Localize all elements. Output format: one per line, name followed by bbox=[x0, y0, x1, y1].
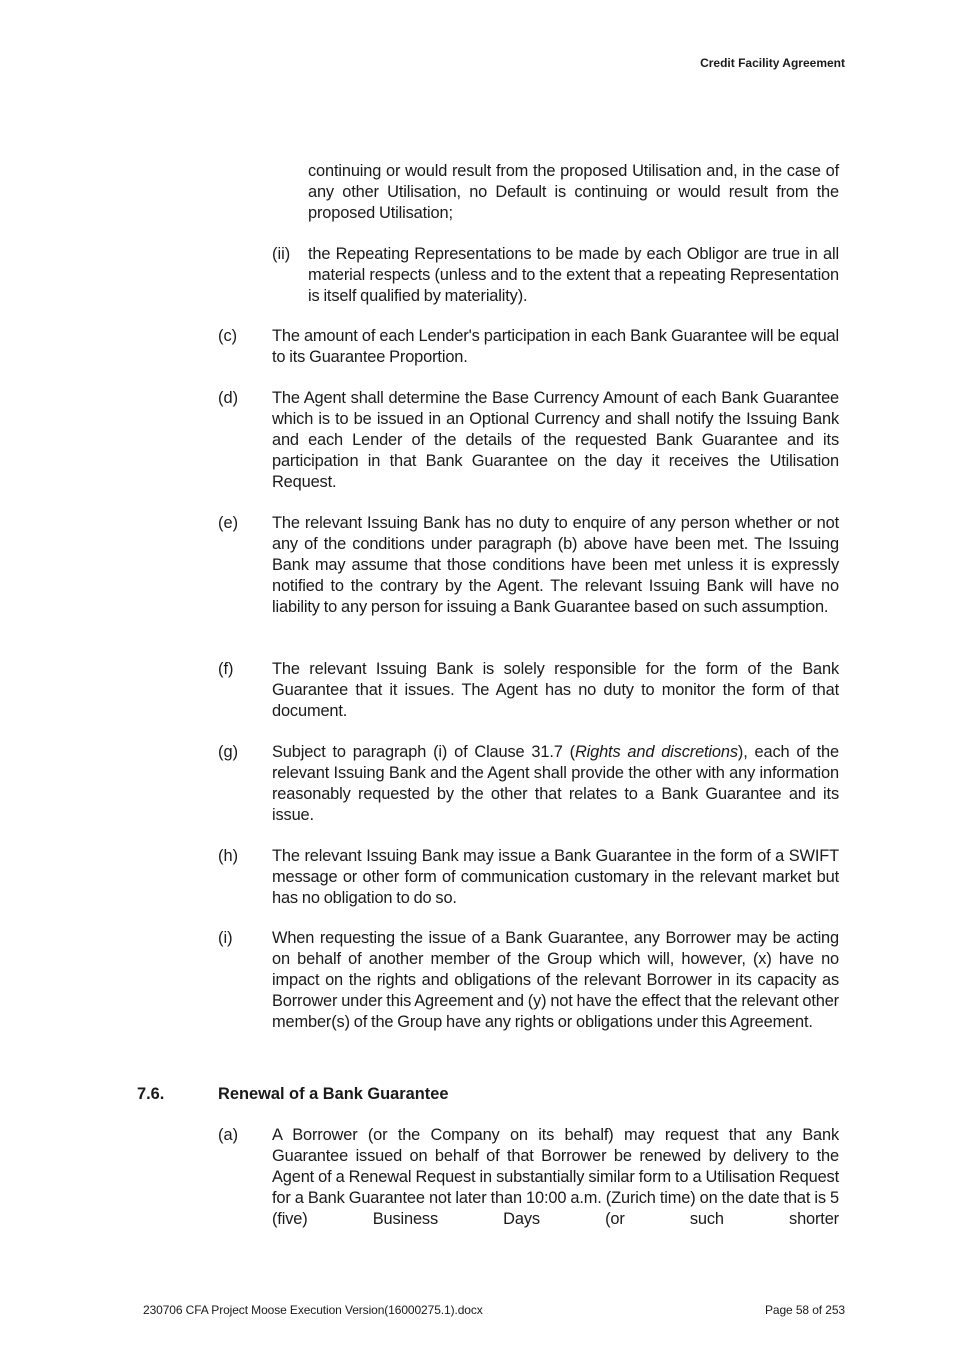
paragraph-label: (g) bbox=[218, 743, 239, 761]
subitem-label: (ii) bbox=[272, 245, 291, 263]
continuation-text: continuing or would result from the proposed Utilisation and, in the case of any other Utilisation, no Default is continuing or would result from the proposed Utilisation; bbox=[308, 162, 839, 222]
paragraph-label: (e) bbox=[218, 514, 239, 532]
paragraph-text-before: Subject to paragraph (i) of Clause 31.7 ( bbox=[272, 743, 575, 761]
section-number: 7.6. bbox=[137, 1085, 165, 1103]
paragraph-text-after: ), each of the relevant Issuing Bank and the Agent shall provide the other with any information reasonably requested by the other that relates to a Bank Guarantee and its issue. bbox=[272, 743, 839, 824]
paragraph-text: When requesting the issue of a Bank Guarantee, any Borrower may be acting on behalf of another member of the Group which will, however, (x) have no impact on the rights and obligations of the relevant Borrower in its capacity as Borrower under this Agreement and (y) not have the effect that the relevant other member(s) of the Group have any rights or obligations under this Agreement. bbox=[272, 929, 839, 1031]
paragraph-text: The relevant Issuing Bank may issue a Bank Guarantee in the form of a SWIFT message or other form of communication customary in the relevant market but has no obligation to do so. bbox=[272, 847, 839, 907]
paragraph-text bbox=[272, 742, 839, 826]
footer-filename: 230706 CFA Project Moose Execution Version(16000275.1).docx bbox=[143, 1303, 483, 1317]
paragraph-text: The Agent shall determine the Base Currency Amount of each Bank Guarantee which is to be issued in an Optional Currency and shall notify the Issuing Bank and each Lender of the details of the requested Bank Guarantee and its participation in that Bank Guarantee on the day it receives the Utilisation Request. bbox=[272, 389, 839, 491]
page-header-title: Credit Facility Agreement bbox=[700, 56, 845, 70]
subitem-text: the Repeating Representations to be made by each Obligor are true in all material respects (unless and to the extent that a repeating Representation is itself qualified by materiality). bbox=[308, 245, 839, 305]
paragraph-text: The relevant Issuing Bank is solely responsible for the form of the Bank Guarantee that it issues. The Agent has no duty to monitor the form of that document. bbox=[272, 660, 839, 720]
clause-reference-italic: Rights and discretions bbox=[574, 743, 738, 761]
paragraph-label: (i) bbox=[218, 929, 233, 947]
paragraph-text: A Borrower (or the Company on its behalf) may request that any Bank Guarantee issued on behalf of that Borrower be renewed by delivery to the Agent of a Renewal Request in substantially similar form to a Utilisation Request for a Bank Guarantee not later than 10:00 a.m. (Zurich time) on the date that is 5 (five) Business Days (or such shorter bbox=[272, 1126, 839, 1228]
paragraph-label: (f) bbox=[218, 660, 234, 678]
paragraph-label: (d) bbox=[218, 389, 239, 407]
paragraph-label: (a) bbox=[218, 1126, 239, 1144]
paragraph-label: (h) bbox=[218, 847, 239, 865]
footer-page-number: Page 58 of 253 bbox=[764, 1303, 845, 1317]
section-title: Renewal of a Bank Guarantee bbox=[218, 1085, 449, 1103]
paragraph-label: (c) bbox=[218, 327, 238, 345]
paragraph-text: The amount of each Lender's participation in each Bank Guarantee will be equal to its Guarantee Proportion. bbox=[272, 327, 839, 366]
paragraph-text: The relevant Issuing Bank has no duty to enquire of any person whether or not any of the conditions under paragraph (b) above have been met. The Issuing Bank may assume that those conditions have been met unless it is expressly notified to the contrary by the Agent. The relevant Issuing Bank will have no liability to any person for issuing a Bank Guarantee based on such assumption. bbox=[272, 514, 839, 616]
